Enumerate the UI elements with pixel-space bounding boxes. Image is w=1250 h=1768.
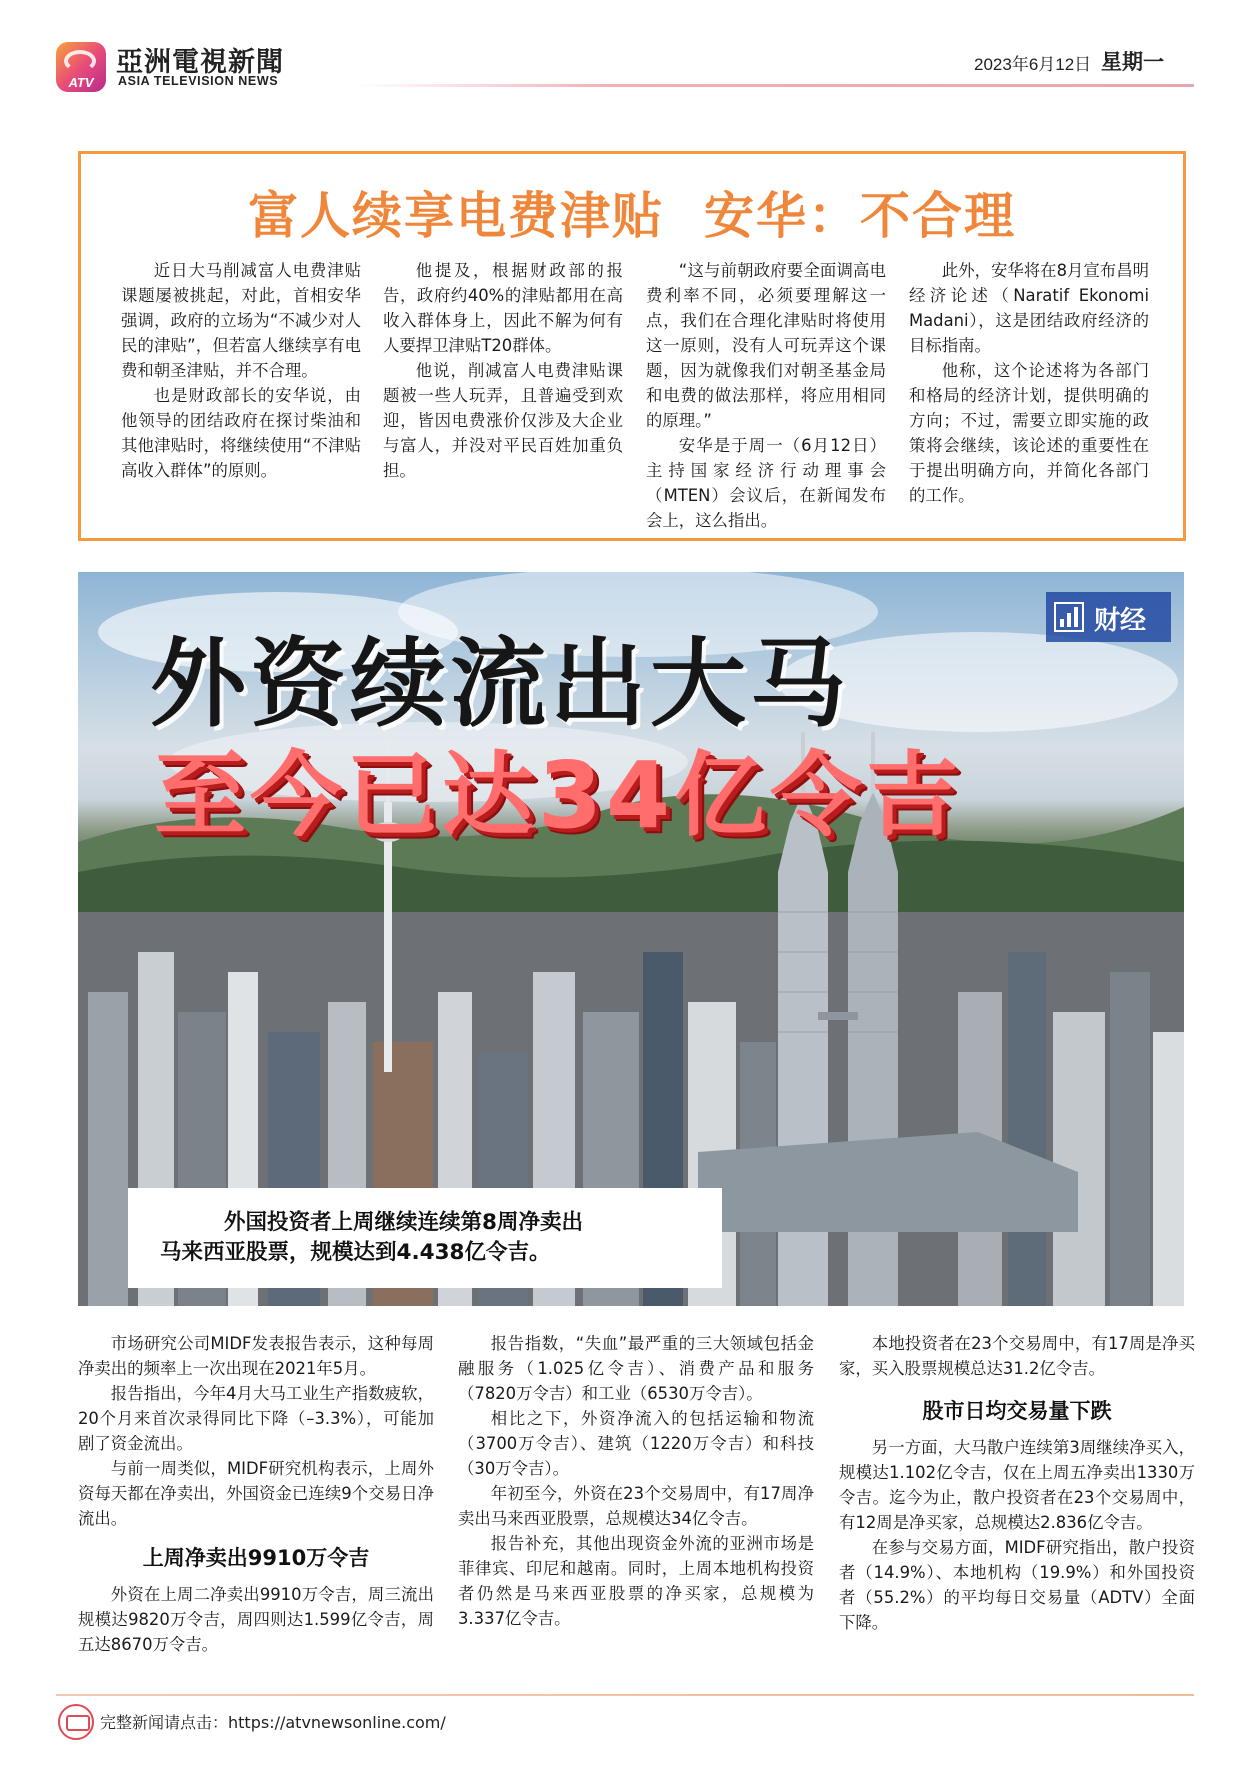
- article-column-1: [121, 258, 361, 483]
- issue-weekday: 星期一: [1101, 50, 1164, 74]
- article-title: 富人续享电费津贴 安华：不合理: [248, 187, 1016, 245]
- article-column-2: [383, 258, 623, 483]
- website-url[interactable]: https://atvnewsonline.com/: [228, 1713, 446, 1732]
- kuala-lumpur-skyline-photo: [78, 572, 1184, 1306]
- news-link-icon: [58, 1704, 94, 1740]
- brand-name-english: ASIA TELEVISION NEWS: [118, 74, 279, 88]
- paragraph: 他提及，根据财政部的报告，政府约40%的津贴都用在高收入群体身上，因此不解为何有人要捍卫津贴T20群体。: [383, 261, 623, 355]
- article-electricity-subsidy: [78, 151, 1186, 541]
- paragraph: 近日大马削减富人电费津贴课题屡被挑起，对此，首相安华强调，政府的立场为“不减少对人民的津贴”，但若富人继续享有电费和朝圣津贴，并不合理。: [121, 261, 361, 380]
- article2-column-3: [839, 1331, 1195, 1635]
- paragraph: 年初至今，外资在23个交易周中，有17周净卖出马来西亚股票，总规模达34亿令吉。: [458, 1484, 814, 1528]
- headline-primary: 外资续流出大马: [150, 628, 850, 740]
- photo-caption: 外国投资者上周继续连续第8周净卖出 马来西亚股票，规模达到4.438亿令吉。: [128, 1188, 722, 1288]
- footer-link[interactable]: 完整新闻请点击：https://atvnewsonline.com/: [100, 1713, 446, 1732]
- article-column-3: [646, 258, 886, 533]
- paragraph: 报告指数，“失血”最严重的三大领域包括金融服务（1.025亿令吉）、消费产品和服务（7820万令吉）和工业（6530万令吉）。: [458, 1334, 814, 1403]
- paragraph: “这与前朝政府要全面调高电费利率不同，必须要理解这一点，我们在合理化津贴时将使用这一原则，没有人可玩弄这个课题，因为就像我们对朝圣基金局和电费的做法那样，将应用相同的原理。”: [646, 261, 886, 430]
- atv-logo-icon: ATV: [56, 42, 106, 92]
- article2-column-2: [458, 1331, 814, 1631]
- subheading-daily-volume: 股市日均交易量下跌: [922, 1399, 1112, 1423]
- paragraph: 也是财政部长的安华说，由他领导的团结政府在探讨柴油和其他津贴时，将继续使用“不津贴高收入群体”的原则。: [121, 386, 361, 480]
- page-header: [56, 40, 1194, 92]
- paragraph: 报告补充，其他出现资金外流的亚洲市场是菲律宾、印尼和越南。同时，上周本地机构投资者仍然是马来西亚股票的净买家，总规模为3.337亿令吉。: [458, 1534, 814, 1628]
- article2-column-1: [78, 1331, 434, 1657]
- paragraph: 外资在上周二净卖出9910万令吉，周三流出规模达9820万令吉，周四则达1.599亿令吉，周五达8670万令吉。: [78, 1585, 434, 1654]
- article-column-4: [909, 258, 1149, 508]
- header-divider: [356, 84, 1194, 87]
- issue-date: 2023年6月12日: [974, 55, 1092, 74]
- finance-badge: 财经: [1046, 592, 1171, 642]
- subheading-weekly-net-sell: 上周净卖出9910万令吉: [142, 1546, 370, 1570]
- headline-secondary: 至今已达34亿令吉: [154, 742, 963, 849]
- paragraph: 报告指出，今年4月大马工业生产指数疲软，20个月来首次录得同比下降（–3.3%），可能加剧了资金流出。: [78, 1384, 434, 1453]
- paragraph: 他说，削减富人电费津贴课题被一些人玩弄，且普遍受到欢迎，皆因电费涨价仅涉及大企业与富人，并没对平民百姓加重负担。: [383, 361, 623, 480]
- paragraph: 另一方面，大马散户连续第3周继续净买入，规模达1.102亿令吉，仅在上周五净卖出1330万令吉。迄今为止，散户投资者在23个交易周中，有12周是净买家，总规模达2.836亿令吉。: [839, 1438, 1195, 1532]
- paragraph: 与前一周类似，MIDF研究机构表示，上周外资每天都在净卖出，外国资金已连续9个交易日净流出。: [78, 1459, 434, 1528]
- paragraph: 在参与交易方面，MIDF研究指出，散户投资者（14.9%）、本地机构（19.9%）和外国投资者（55.2%）的平均每日交易量（ADTV）全面下降。: [839, 1538, 1195, 1632]
- paragraph: 安华是于周一（6月12日）主持国家经济行动理事会（MTEN）会议后，在新闻发布会上，这么指出。: [646, 436, 886, 530]
- brand-name-chinese: 亞洲電視新聞: [116, 47, 284, 78]
- footer-divider: [56, 1694, 1194, 1696]
- bar-chart-icon: [1054, 602, 1084, 632]
- paragraph: 市场研究公司MIDF发表报告表示，这种每周净卖出的频率上一次出现在2021年5月。: [78, 1334, 434, 1378]
- paragraph: 相比之下，外资净流入的包括运输和物流（3700万令吉）、建筑（1220万令吉）和科技（30万令吉）。: [458, 1409, 814, 1478]
- paragraph: 此外，安华将在8月宣布昌明经济论述（Naratif Ekonomi Madani），这是团结政府经济的目标指南。: [909, 261, 1149, 355]
- paragraph: 本地投资者在23个交易周中，有17周是净买家，买入股票规模总达31.2亿令吉。: [839, 1334, 1195, 1378]
- paragraph: 他称，这个论述将为各部门和格局的经济计划，提供明确的方向；不过，需要立即实施的政策将会继续，该论述的重要性在于提出明确方向，并简化各部门的工作。: [909, 361, 1149, 505]
